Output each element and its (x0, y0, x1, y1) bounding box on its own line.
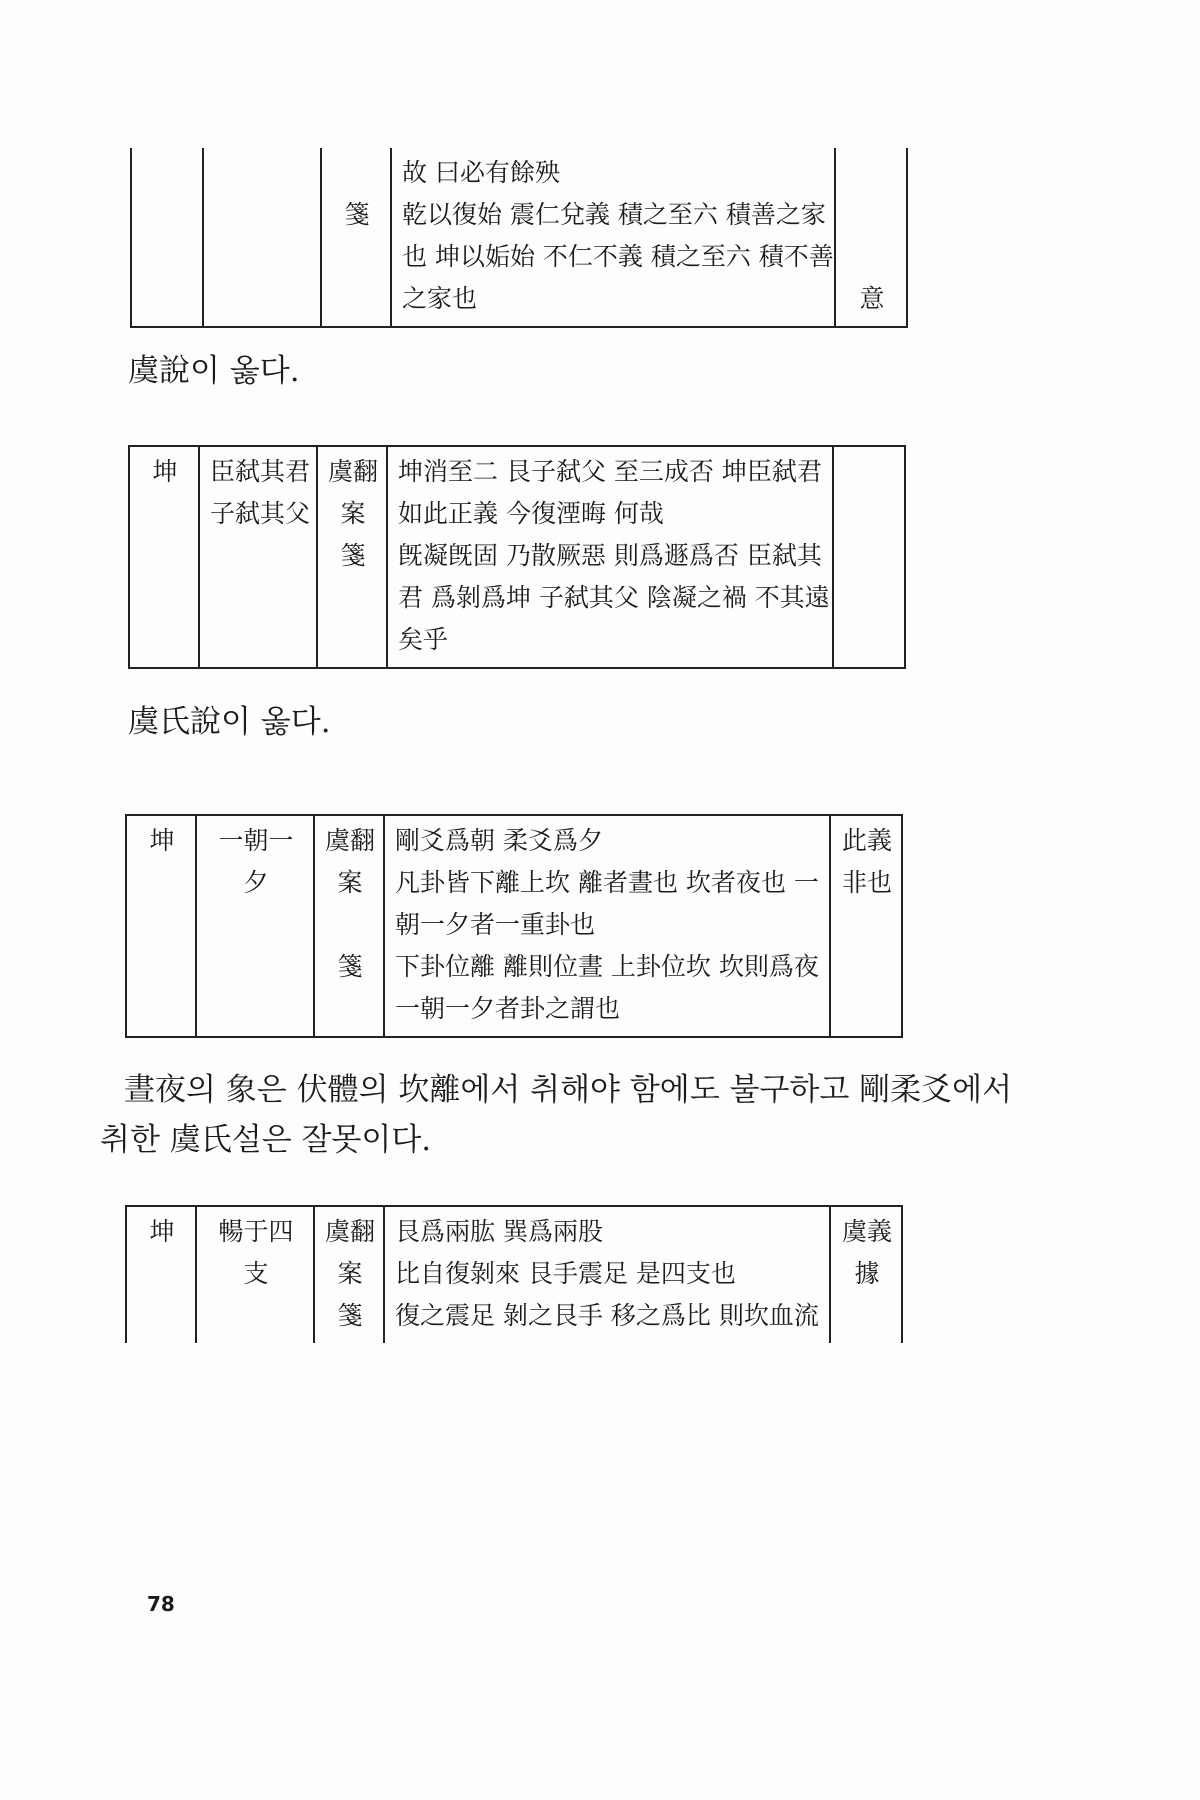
table1-col3 (321, 148, 391, 327)
table2-phrase: 臣弑其君 子弑其父 (199, 446, 317, 668)
paragraph-2: 虞氏說이 옳다. (128, 704, 331, 740)
table3-phrase: 一朝一夕 (196, 815, 314, 1037)
table4-phrase: 暢于四支 (196, 1206, 314, 1343)
table3-sources: 虞翻 案 箋 (314, 815, 384, 1037)
paragraph-3: 晝夜의 象은 伏體의 坎離에서 취해야 함에도 불구하고 剛柔爻에서 취한 虞氏설은 잘못이다. (100, 1072, 1013, 1158)
table4-judgement: 虞義 據 (830, 1206, 902, 1343)
table4-sources: 虞翻 案 箋 (314, 1206, 384, 1343)
table2-hexagram: 坤 (129, 446, 199, 668)
table2-sources: 虞翻 案 箋 (317, 446, 387, 668)
table1-col2 (203, 148, 321, 327)
table2-commentary: 坤消至二 艮子弑父 至三成否 坤臣弑君 如此正義 今復湮晦 何哉 旣凝旣固 乃散厥惡 則爲遯爲否 臣弑其 君 爲剝爲坤 子弑其父 陰凝之禍 不其遠 矣乎 (387, 446, 833, 668)
commentary-table-1 (130, 148, 908, 328)
commentary-table-4 (125, 1205, 903, 1343)
commentary-table-2 (128, 445, 906, 669)
table3-commentary: 剛爻爲朝 柔爻爲夕 凡卦皆下離上坎 離者晝也 坎者夜也 一 朝一夕者一重卦也 下卦位離 離則位晝 上卦位坎 坎則爲夜 一朝一夕者卦之謂也 (384, 815, 830, 1037)
table3-hexagram: 坤 (126, 815, 196, 1037)
table1-col1 (131, 148, 203, 327)
table4-hexagram: 坤 (126, 1206, 196, 1343)
table4-commentary: 艮爲兩肱 巽爲兩股 比自復剝來 艮手震足 是四支也 復之震足 剝之艮手 移之爲比 則坎血流 (384, 1206, 830, 1343)
table2-judgement (833, 446, 905, 668)
table3-judgement: 此義 非也 (830, 815, 902, 1037)
table1-judgement: 意 (835, 148, 907, 327)
commentary-table-3 (125, 814, 903, 1038)
page-number: 78 (147, 1592, 175, 1616)
table1-source-label: 箋 (344, 200, 370, 229)
paragraph-1: 虞說이 옳다. (128, 353, 300, 389)
table1-commentary: 故 曰必有餘殃 乾以復始 震仁兌義 積之至六 積善之家 也 坤以姤始 不仁不義 積之至六 積不善 之家也 (391, 148, 835, 327)
